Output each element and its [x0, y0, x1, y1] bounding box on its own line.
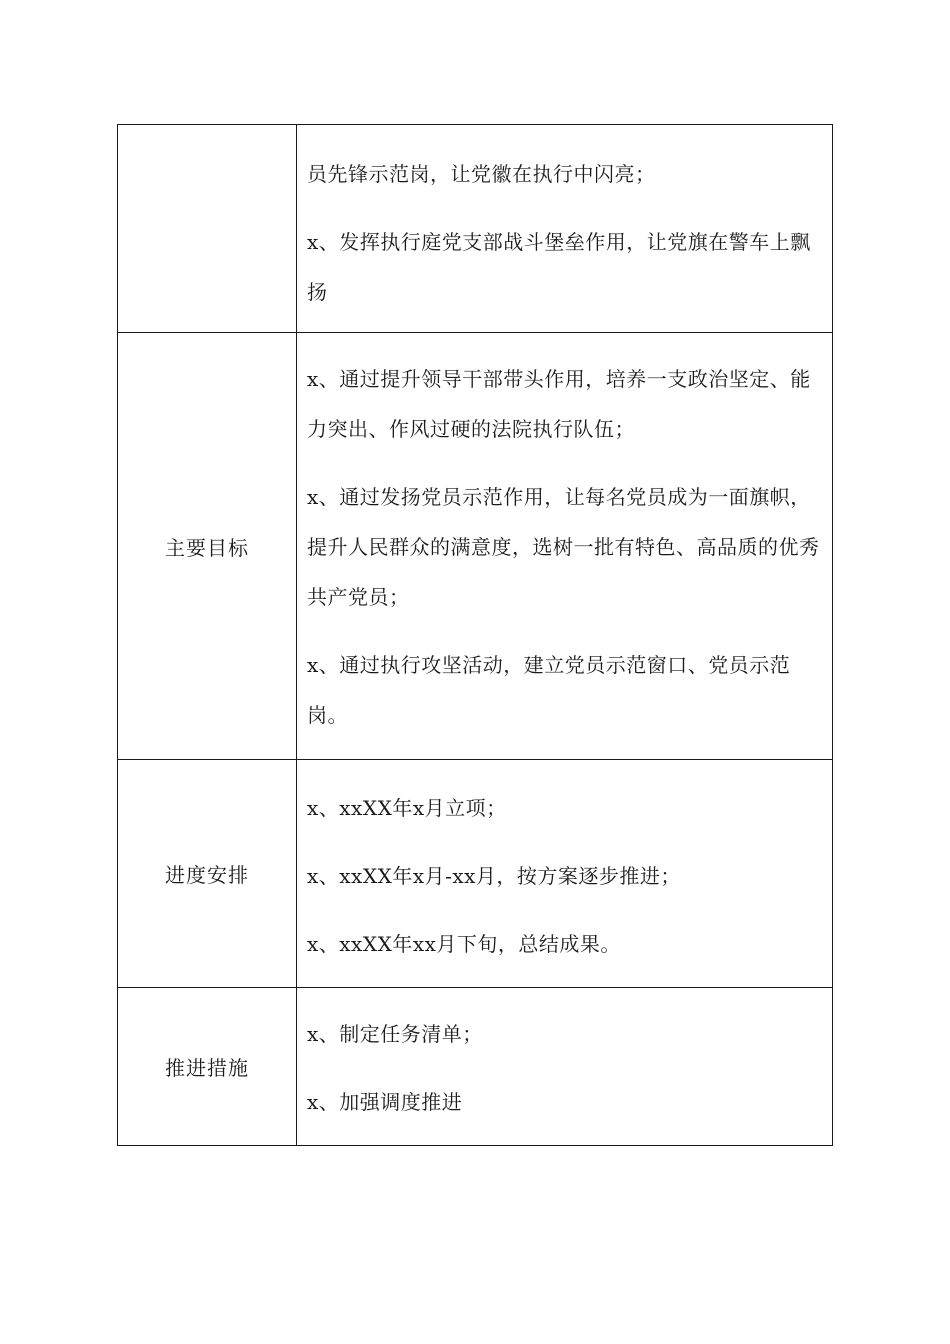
row-content: [297, 988, 833, 1146]
paragraph: x、制定任务清单；: [307, 1022, 483, 1046]
paragraph: x、通过执行攻坚活动，建立党员示范窗口、党员示范岗。: [307, 653, 791, 727]
table-row: [118, 988, 833, 1146]
paragraph: x、通过提升领导干部带头作用，培养一支政治坚定、能力突出、作风过硬的法院执行队伍；: [307, 367, 811, 441]
row-label: 主要目标: [118, 333, 297, 760]
plan-table: [117, 124, 833, 1146]
row-label: [118, 125, 297, 333]
paragraph: 员先锋示范岗，让党徽在执行中闪亮；: [307, 162, 656, 186]
paragraph: x、通过发扬党员示范作用，让每名党员成为一面旗帜，提升人民群众的满意度，选树一批有特色、高品质的优秀共产党员；: [307, 485, 820, 609]
paragraph: x、xxXX年x月-xx月，按方案逐步推进；: [307, 864, 681, 888]
paragraph: x、发挥执行庭党支部战斗堡垒作用，让党旗在警车上飘扬: [307, 230, 811, 304]
row-label: 进度安排: [118, 760, 297, 988]
row-label: 推进措施: [118, 988, 297, 1146]
paragraph: x、加强调度推进: [307, 1090, 463, 1114]
table-row: [118, 760, 833, 988]
row-content: [297, 333, 833, 760]
paragraph: x、xxXX年x月立项；: [307, 796, 507, 820]
row-content: [297, 760, 833, 988]
table-row: [118, 333, 833, 760]
table-row: [118, 125, 833, 333]
paragraph: x、xxXX年xx月下旬，总结成果。: [307, 932, 621, 956]
row-content: [297, 125, 833, 333]
